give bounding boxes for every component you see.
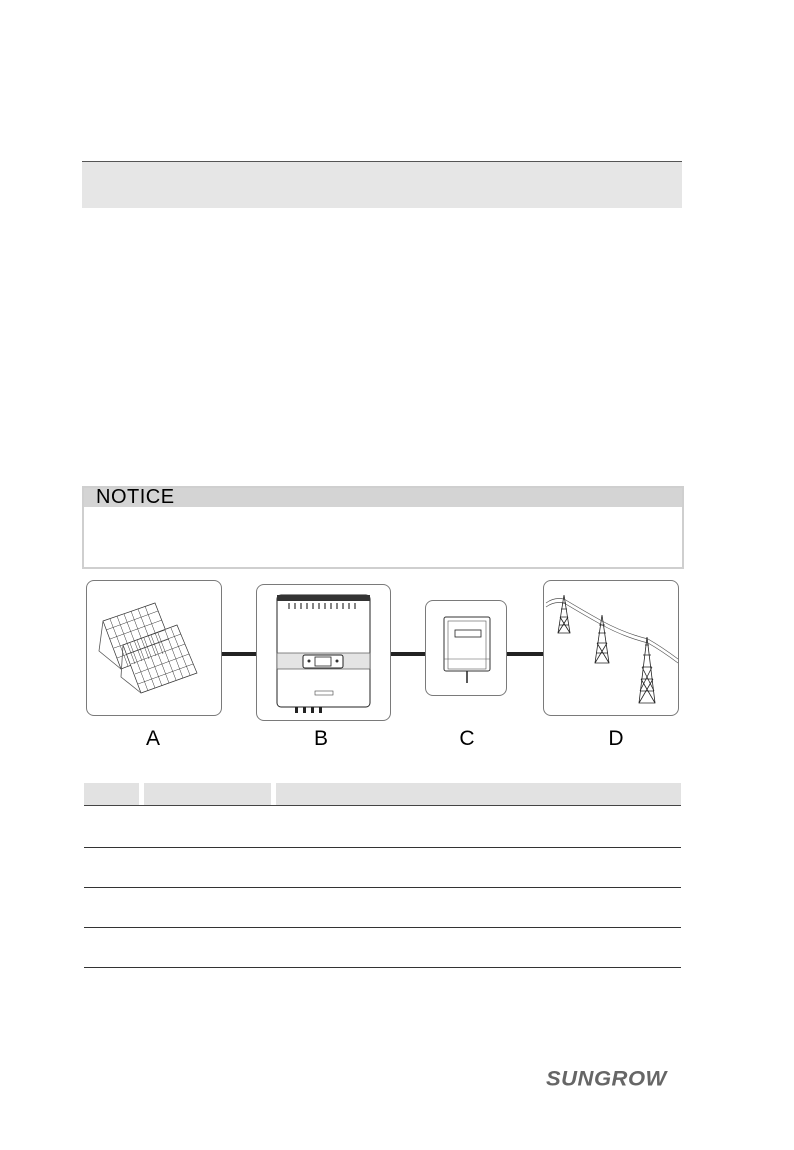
notice-box bbox=[82, 486, 684, 569]
logo-text: SUNGROW bbox=[546, 1066, 667, 1091]
figure-label-a: A bbox=[145, 727, 160, 750]
inverter-icon bbox=[257, 585, 390, 720]
figure-label-c: C bbox=[459, 727, 475, 750]
figure-label-b: B bbox=[313, 727, 328, 750]
table-row bbox=[84, 847, 681, 888]
sungrow-logo bbox=[546, 1066, 667, 1092]
table-header-separator bbox=[271, 783, 276, 805]
notice-label: NOTICE bbox=[96, 486, 175, 508]
table-row bbox=[84, 807, 681, 848]
table-header-separator bbox=[139, 783, 144, 805]
table-row bbox=[84, 887, 681, 928]
connector-line-ab bbox=[220, 652, 258, 656]
solar-panel-icon bbox=[87, 581, 221, 715]
figure-panel-c bbox=[425, 600, 507, 696]
table-header bbox=[84, 783, 681, 806]
table-row bbox=[84, 927, 681, 968]
figure-panel-b bbox=[256, 584, 391, 721]
section-header-bar bbox=[82, 161, 682, 208]
figure-label-d: D bbox=[608, 727, 624, 750]
connector-line-bc bbox=[389, 652, 425, 656]
meter-icon bbox=[426, 601, 506, 695]
connector-line-cd bbox=[505, 652, 543, 656]
figure-panel-d bbox=[543, 580, 679, 716]
notice-header bbox=[84, 488, 682, 507]
figure-panel-a bbox=[86, 580, 222, 716]
power-grid-icon bbox=[544, 581, 678, 715]
